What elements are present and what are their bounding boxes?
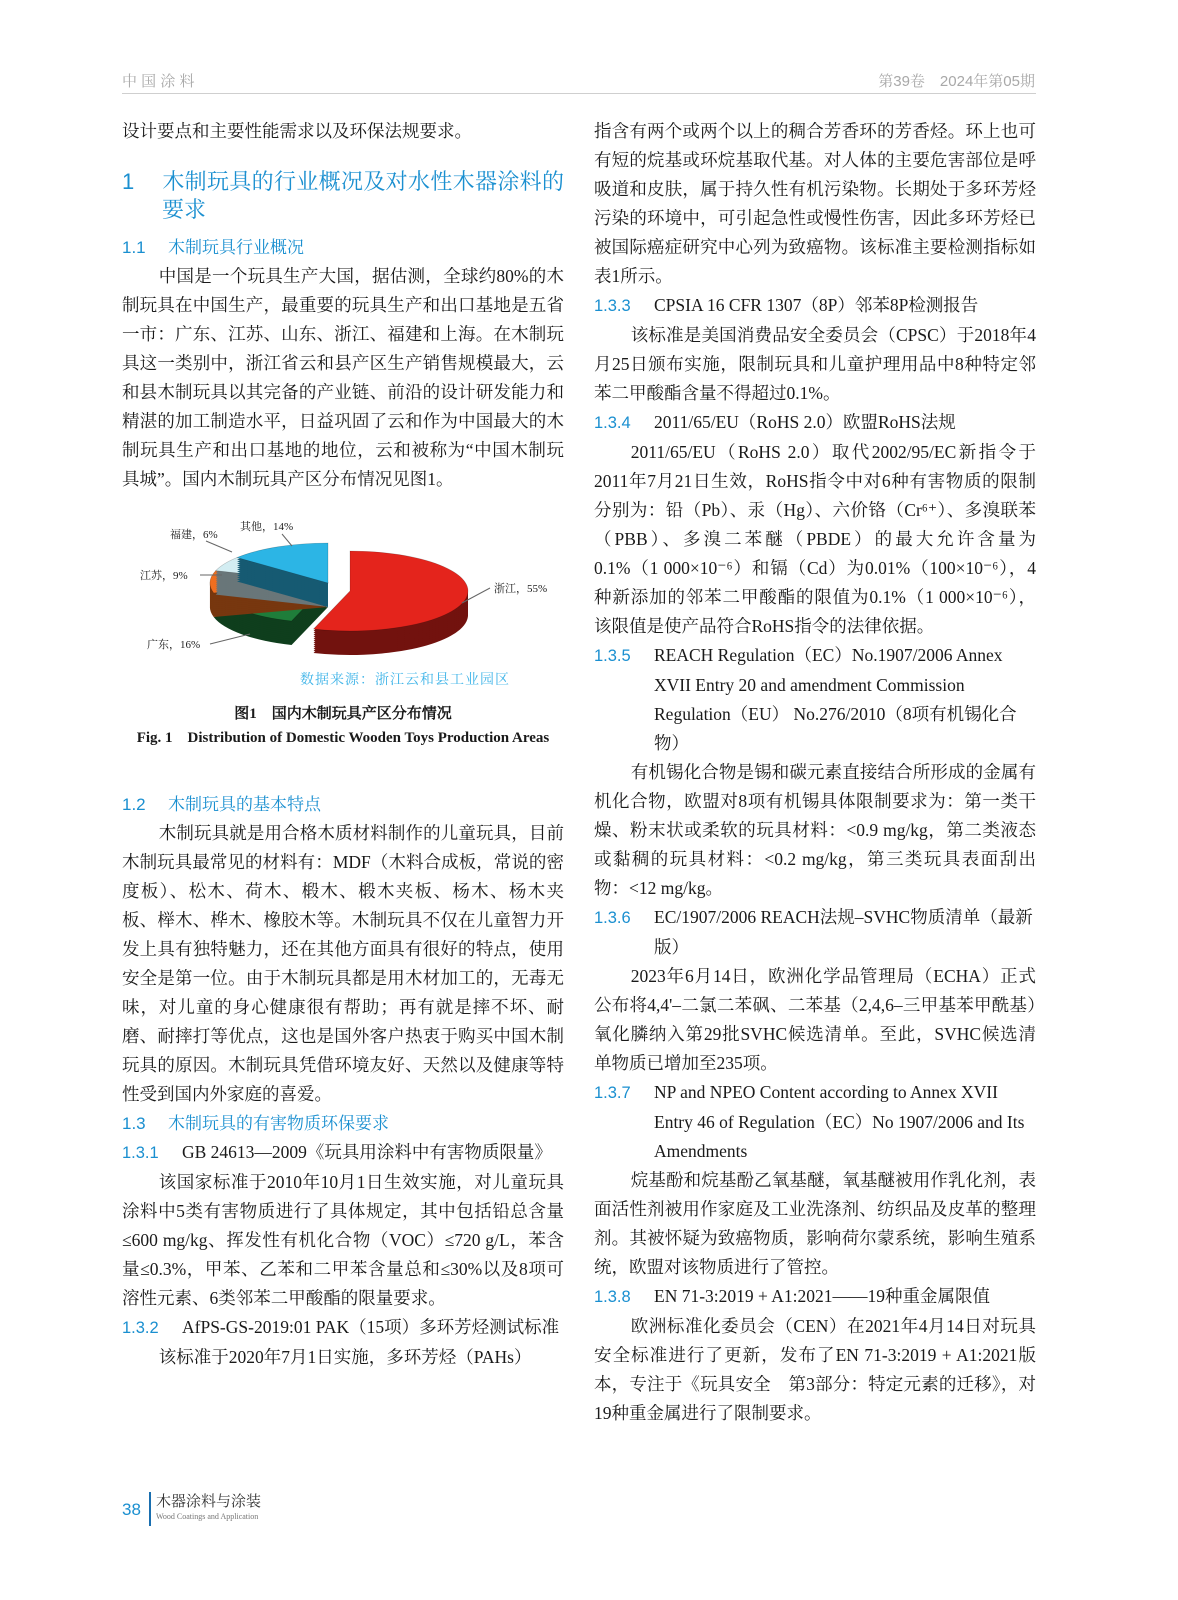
subsection-heading bbox=[594, 291, 1036, 321]
left-column bbox=[122, 117, 564, 1372]
heading-number: 1.3.8 bbox=[594, 1288, 631, 1306]
heading-title: EN 71-3:2019 + A1:2021——19种重金属限值 bbox=[654, 1286, 991, 1306]
heading-number: 1.3.4 bbox=[594, 414, 631, 432]
page-number: 38 bbox=[122, 1500, 141, 1519]
footer-journal-en: Wood Coatings and Application bbox=[156, 1512, 259, 1521]
data-label: 江苏，9% bbox=[140, 570, 188, 582]
heading-number: 1.2 bbox=[122, 795, 146, 814]
heading-title: 木制玩具的有害物质环保要求 bbox=[168, 1114, 389, 1133]
footer-journal-cn: 木器涂料与涂装 bbox=[156, 1494, 262, 1510]
paragraph: 该国家标准于2010年10月1日生效实施，对儿童玩具涂料中5类有害物质进行了具体规定，其中包括铅总含量≤600 mg/kg、挥发性有机化合物（VOC）≤720 g/L，苯含量≤0.3%，甲苯、乙苯和二甲苯含量总和≤30%以及8项可溶性元素、6类邻苯二甲酸酯的限量要求。 bbox=[122, 1172, 564, 1308]
figure-caption bbox=[122, 702, 564, 750]
subsection-heading bbox=[122, 1313, 564, 1343]
paragraph: 该标准是美国消费品安全委员会（CPSC）于2018年4月25日颁布实施，限制玩具和儿童护理用品中8种特定邻苯二甲酸酯含量不得超过0.1%。 bbox=[594, 325, 1036, 403]
heading-title: REACH Regulation（EC）No.1907/2006 Annex XVII Entry 20 and amendment Commission Regulation（EU） No.276/2010（8项有机锡化合物） bbox=[654, 645, 1017, 753]
heading-number: 1.3.7 bbox=[594, 1084, 631, 1102]
subsection-heading bbox=[122, 1138, 564, 1168]
header-divider bbox=[122, 93, 1036, 94]
footer-divider bbox=[149, 1492, 151, 1526]
heading-title: AfPS-GS-2019:01 PAK（15项）多环芳烃测试标准 bbox=[182, 1317, 560, 1337]
heading-number: 1.3.1 bbox=[122, 1144, 159, 1162]
chart-source: 数据来源：浙江云和县工业园区 bbox=[300, 673, 510, 688]
pie-slice-浙江 bbox=[314, 551, 468, 655]
running-header-issue: 第39卷 2024年第05期 bbox=[878, 73, 1035, 90]
caption-en: Fig. 1 Distribution of Domestic Wooden Toys Production Areas bbox=[136, 730, 550, 746]
heading-number: 1.3.2 bbox=[122, 1319, 159, 1337]
data-label: 浙江，55% bbox=[494, 583, 548, 595]
pie-chart bbox=[122, 508, 564, 698]
data-label: 其他，14% bbox=[240, 521, 294, 533]
subsection-heading bbox=[594, 1282, 1036, 1312]
heading-number: 1.3 bbox=[122, 1114, 146, 1133]
paragraph: 设计要点和主要性能需求以及环保法规要求。 bbox=[122, 121, 472, 141]
heading-number: 1.3.5 bbox=[594, 647, 631, 665]
subsection-heading bbox=[594, 903, 1036, 962]
subsection-heading bbox=[594, 641, 1036, 758]
leader-line bbox=[206, 541, 232, 552]
leader-line bbox=[210, 634, 250, 644]
data-label: 福建，6% bbox=[170, 529, 218, 541]
heading-number: 1.1 bbox=[122, 238, 146, 257]
subsection-heading bbox=[594, 408, 1036, 438]
heading-title: CPSIA 16 CFR 1307（8P）邻苯8P检测报告 bbox=[654, 295, 979, 315]
paragraph: 该标准于2020年7月1日实施，多环芳烃（PAHs） bbox=[158, 1347, 532, 1367]
subsection-heading bbox=[594, 1078, 1036, 1166]
heading-title: NP and NPEO Content according to Annex XVII Entry 46 of Regulation（EC）No 1907/2006 and Its Amendments bbox=[654, 1082, 1025, 1161]
paragraph: 欧洲标准化委员会（CEN）在2021年4月14日对玩具安全标准进行了更新，发布了EN 71-3:2019 + A1:2021版本，专注于《玩具安全 第3部分：特定元素的迁移》，对19种重金属进行了限制要求。 bbox=[594, 1316, 1036, 1423]
leader-line bbox=[282, 534, 292, 546]
subsection-heading bbox=[122, 233, 564, 262]
heading-number: 1 bbox=[122, 169, 135, 194]
section-heading bbox=[122, 168, 564, 224]
heading-number: 1.3.3 bbox=[594, 297, 631, 315]
right-column bbox=[594, 117, 1036, 1428]
heading-title: 木制玩具行业概况 bbox=[168, 238, 304, 257]
data-label: 广东，16% bbox=[147, 639, 201, 651]
paragraph: 中国是一个玩具生产大国，据估测，全球约80%的木制玩具在中国生产，最重要的玩具生产和出口基地是五省一市：广东、江苏、山东、浙江、福建和上海。在木制玩具这一类别中，浙江省云和县产区生产销售规模最大，云和县木制玩具以其完备的产业链、前沿的设计研发能力和精湛的加工制造水平，日益巩固了云和作为中国最大的木制玩具生产和出口基地的地位，云和被称为“中国木制玩具城”。国内木制玩具产区分布情况见图1。 bbox=[122, 266, 564, 489]
paragraph: 有机锡化合物是锡和碳元素直接结合所形成的金属有机化合物，欧盟对8项有机锡具体限制要求为：第一类干燥、粉末状或柔软的玩具材料：<0.9 mg/kg，第二类液态或黏稠的玩具材料：<0.2 mg/kg，第三类玩具表面刮出物：<12 mg/kg。 bbox=[594, 762, 1036, 898]
paragraph: 2011/65/EU（RoHS 2.0）取代2002/95/EC新指令于2011年7月21日生效，RoHS指令中对6种有害物质的限制分别为：铅（Pb）、汞（Hg）、六价铬（Cr⁶⁺）、多溴联苯（PBB）、多溴二苯醚（PBDE）的最大允许含量为0.1%（1 000×10⁻⁶）和镉（Cd）为0.01%（100×10⁻⁶），4种新添加的邻苯二甲酸酯的限值为0.1%（1 000×10⁻⁶），该限值是使产品符合RoHS指令的法律依据。 bbox=[594, 442, 1036, 636]
subsection-heading bbox=[122, 790, 564, 819]
paragraph: 木制玩具就是用合格木质材料制作的儿童玩具，目前木制玩具最常见的材料有：MDF（木料合成板，常说的密度板）、松木、荷木、椴木、椴木夹板、杨木、杨木夹板、榉木、桦木、橡胶木等。木制玩具不仅在儿童智力开发上具有独特魅力，还在其他方面具有很好的特点，使用安全是第一位。由于木制玩具都是用木材加工的，无毒无味，对儿童的身心健康很有帮助；再有就是摔不坏、耐磨、耐摔打等优点，这也是国外客户热衷于购买中国木制玩具的原因。木制玩具凭借环境友好、天然以及健康等特性受到国内外家庭的喜爱。 bbox=[122, 823, 564, 1104]
running-header-journal: 中 国 涂 料 bbox=[122, 73, 195, 90]
heading-title: EC/1907/2006 REACH法规–SVHC物质清单（最新版） bbox=[654, 907, 1033, 957]
subsection-heading bbox=[122, 1109, 564, 1138]
heading-title: 木制玩具的基本特点 bbox=[168, 795, 321, 814]
paragraph: 指含有两个或两个以上的稠合芳香环的芳香烃。环上也可有短的烷基或环烷基取代基。对人体的主要危害部位是呼吸道和皮肤，属于持久性有机污染物。长期处于多环芳烃污染的环境中，可引起急性或慢性伤害，因此多环芳烃已被国际癌症研究中心列为致癌物。该标准主要检测指标如表1所示。 bbox=[594, 121, 1036, 286]
heading-number: 1.3.6 bbox=[594, 909, 631, 927]
heading-title: GB 24613—2009《玩具用涂料中有害物质限量》 bbox=[182, 1142, 552, 1162]
paragraph: 2023年6月14日，欧洲化学品管理局（ECHA）正式公布将4,4'–二氯二苯砜、二苯基（2,4,6–三甲基苯甲酰基）氧化膦纳入第29批SVHC候选清单。至此，SVHC候选清单物质已增加至235项。 bbox=[594, 966, 1036, 1073]
heading-title: 2011/65/EU（RoHS 2.0）欧盟RoHS法规 bbox=[654, 412, 956, 432]
figure-1 bbox=[122, 508, 564, 698]
caption-cn: 图1 国内木制玩具产区分布情况 bbox=[234, 706, 452, 722]
paragraph: 烷基酚和烷基酚乙氧基醚，氧基醚被用作乳化剂，表面活性剂被用作家庭及工业洗涤剂、纺织品及皮革的整理剂。其被怀疑为致癌物质，影响荷尔蒙系统，影响生殖系统，欧盟对该物质进行了管控。 bbox=[594, 1170, 1036, 1277]
heading-title: 木制玩具的行业概况及对水性木器涂料的要求 bbox=[162, 169, 564, 222]
